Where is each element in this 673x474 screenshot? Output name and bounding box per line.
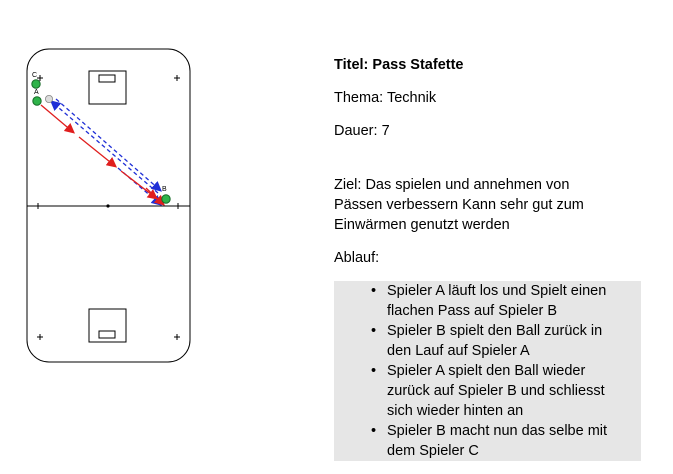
player-c-label: C bbox=[32, 72, 38, 79]
bullet-icon: • bbox=[371, 423, 377, 439]
pass-arrow-back bbox=[52, 102, 158, 193]
duration-line bbox=[334, 121, 390, 141]
player-a bbox=[33, 97, 41, 105]
theme-label: Thema: bbox=[334, 90, 384, 106]
player-c bbox=[32, 80, 40, 88]
step-4-line-1: Spieler B macht nun das selbe mit bbox=[387, 423, 608, 439]
goal-line-1 bbox=[334, 175, 654, 195]
center-spot bbox=[106, 204, 109, 207]
drill-diagram bbox=[26, 48, 192, 364]
bottom-penalty-box bbox=[89, 309, 126, 342]
top-goal bbox=[99, 75, 115, 82]
theme-line bbox=[334, 88, 436, 108]
title-line: Titel: Pass Stafette bbox=[334, 57, 464, 73]
title-value: Pass Stafette bbox=[372, 57, 464, 73]
procedure-list bbox=[367, 281, 637, 461]
procedure-step bbox=[367, 361, 637, 421]
duration-value: 7 bbox=[381, 123, 390, 139]
goal-label: Ziel: bbox=[334, 177, 362, 193]
goal-line-2: Pässen verbessern Kann sehr gut zum bbox=[334, 197, 584, 213]
bullet-icon: • bbox=[371, 283, 377, 299]
pitch-svg bbox=[26, 48, 192, 364]
player-b-label: B bbox=[162, 186, 167, 193]
step-3-line-3: sich wieder hinten an bbox=[387, 403, 524, 419]
goal-line-3: Einwärmen genutzt werden bbox=[334, 217, 510, 233]
theme-value: Technik bbox=[386, 90, 437, 106]
procedure-box bbox=[334, 281, 641, 461]
step-3-line-2: zurück auf Spieler B und schliesst bbox=[387, 383, 605, 399]
ball bbox=[45, 95, 52, 102]
goal-text-1: Das spielen und annehmen von bbox=[365, 177, 570, 193]
step-1-line-2: flachen Pass auf Spieler B bbox=[387, 303, 558, 319]
player-b bbox=[162, 195, 170, 203]
pass-arrow-to-b bbox=[56, 99, 160, 190]
step-4-line-2: dem Spieler C bbox=[387, 443, 479, 459]
bullet-icon: • bbox=[371, 363, 377, 379]
procedure-step bbox=[367, 321, 637, 361]
top-penalty-box bbox=[89, 71, 126, 104]
title-label: Titel bbox=[334, 57, 364, 73]
step-3-line-1: Spieler A spielt den Ball wieder bbox=[387, 363, 586, 379]
procedure-step bbox=[367, 421, 637, 461]
run-arrow-4 bbox=[146, 188, 163, 204]
duration-label: Dauer: bbox=[334, 123, 378, 139]
player-a-label: A bbox=[34, 89, 39, 96]
step-2-line-2: den Lauf auf Spieler A bbox=[387, 343, 530, 359]
procedure-step bbox=[367, 281, 637, 321]
goal-block bbox=[334, 175, 654, 235]
step-1-line-1: Spieler A läuft los und Spielt einen bbox=[387, 283, 607, 299]
bottom-goal bbox=[99, 331, 115, 338]
bullet-icon: • bbox=[371, 323, 377, 339]
step-2-line-1: Spieler B spielt den Ball zurück in bbox=[387, 323, 603, 339]
run-arrow-3 bbox=[121, 171, 156, 198]
procedure-label: Ablauf: bbox=[334, 250, 380, 266]
